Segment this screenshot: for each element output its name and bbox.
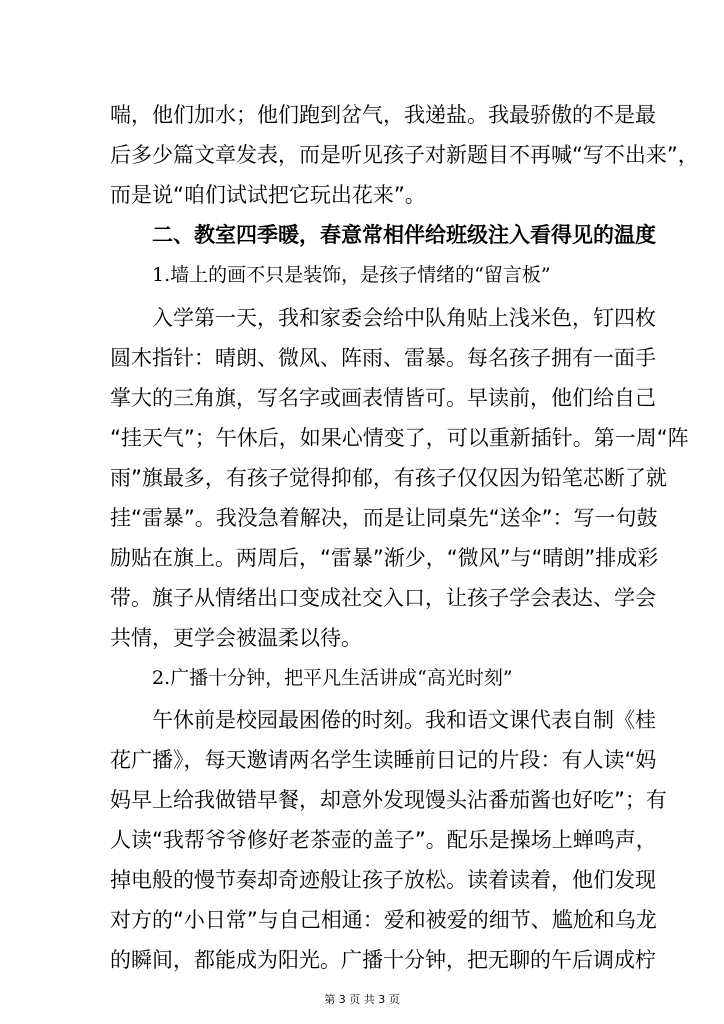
paragraph-line: 妈早上给我做错早餐，却意外发现馒头沾番茄酱也好吃”；有 [110, 788, 667, 812]
paragraph-line: 花广播》，每天邀请两名学生读睡前日记的片段：有人读“妈 [110, 748, 657, 772]
page-footer: 第 3 页 共 3 页 [324, 993, 400, 1006]
paragraph-line: 励贴在旗上。两周后，“雷暴”渐少，“微风”与“晴朗”排成彩 [110, 546, 659, 570]
paragraph-line: 入学第一天，我和家委会给中队角贴上浅米色，钉四枚 [152, 306, 656, 330]
subsection-heading: 1.墙上的画不只是装饰，是孩子情绪的“留言板” [152, 264, 551, 286]
paragraph-line: 而是说“咱们试试把它玩出花来”。 [110, 183, 426, 207]
section-heading: 二、教室四季暖，春意常相伴给班级注入看得见的温度 [152, 223, 656, 247]
paragraph-line: “挂天气”；午休后，如果心情变了，可以重新插针。第一周“阵 [110, 426, 689, 450]
paragraph-line: 后多少篇文章发表，而是听见孩子对新题目不再喊“写不出来”， [110, 143, 699, 167]
paragraph-line: 午休前是校园最困倦的时刻。我和语文课代表自制《桂 [152, 708, 656, 732]
paragraph-line: 圆木指针：晴朗、微风、阵雨、雷暴。每名孩子拥有一面手 [110, 346, 656, 370]
paragraph-line: 人读“我帮爷爷修好老茶壶的盖子”。配乐是操场上蝉鸣声， [110, 828, 657, 852]
subsection-heading: 2.广播十分钟，把平凡生活讲成“高光时刻” [152, 667, 513, 689]
paragraph-line: 带。旗子从情绪出口变成社交入口，让孩子学会表达、学会 [110, 586, 656, 610]
paragraph-line: 掉电般的慢节奏却奇迹般让孩子放松。读着读着，他们发现 [110, 868, 656, 892]
paragraph-line: 的瞬间，都能成为阳光。广播十分钟，把无聊的午后调成柠 [110, 948, 656, 972]
paragraph-line: 雨”旗最多，有孩子觉得抑郁，有孩子仅仅因为铅笔芯断了就 [110, 466, 667, 490]
paragraph-line: 共情，更学会被温柔以待。 [110, 626, 362, 650]
paragraph-line: 喘，他们加水；他们跑到岔气，我递盐。我最骄傲的不是最 [110, 103, 656, 127]
paragraph-line: 掌大的三角旗，写名字或画表情皆可。早读前，他们给自己 [110, 386, 656, 410]
paragraph-line: 对方的“小日常”与自己相通：爱和被爱的细节、尴尬和乌龙 [110, 908, 657, 932]
paragraph-line: 挂“雷暴”。我没急着解决，而是让同桌先“送伞”：写一句鼓 [110, 506, 658, 530]
